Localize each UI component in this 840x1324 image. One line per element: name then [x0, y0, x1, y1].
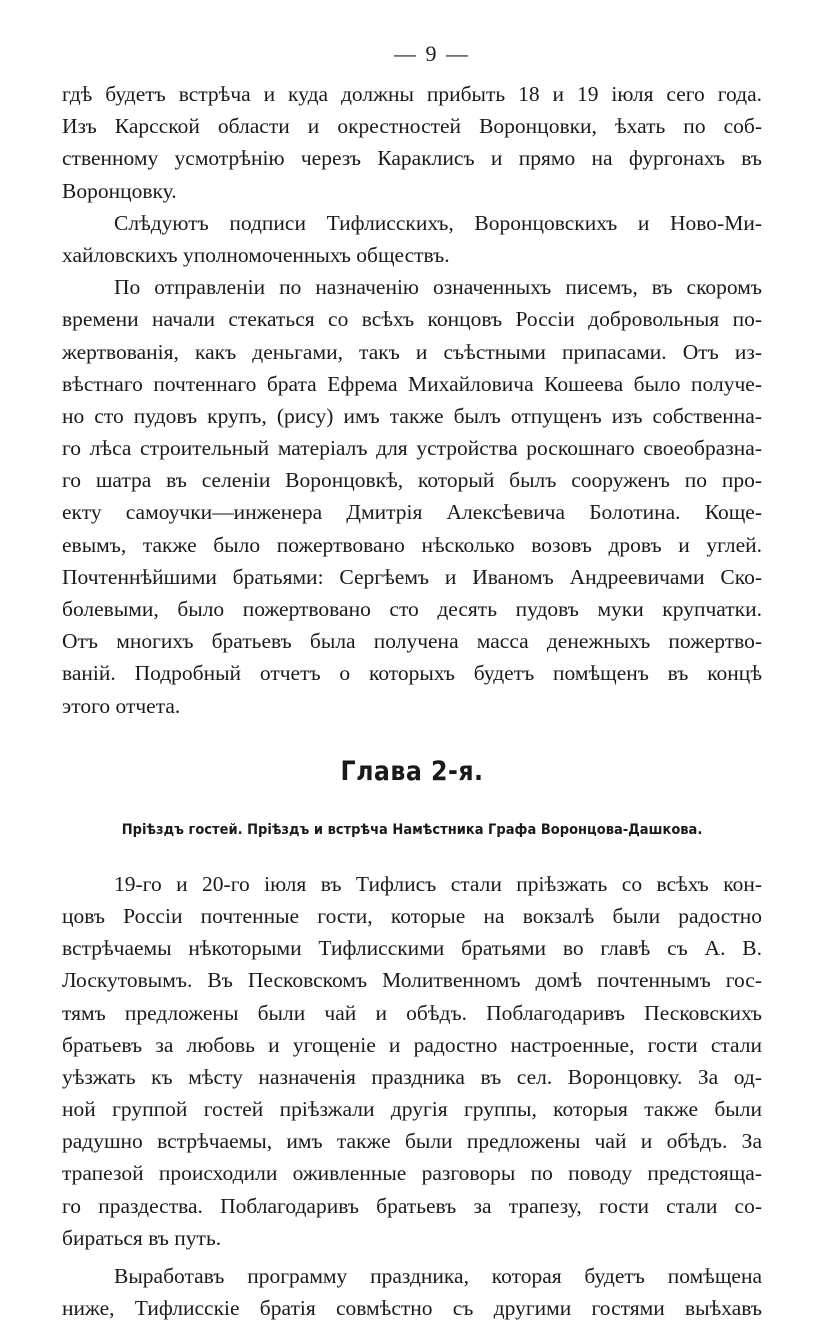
text-line: ной группой гостей пріѣзжали другія группы, которыя также были	[62, 1097, 762, 1122]
text-line: тямъ предложены были чай и обѣдъ. Поблагодаривъ Песковскихъ	[62, 1000, 762, 1025]
text-line: жертвованія, какъ деньгами, такъ и съѣстными припасами. Отъ из-	[62, 339, 762, 364]
text-line: встрѣчаемы нѣкоторыми Тифлисскими братьями во главѣ съ А. В.	[62, 936, 762, 961]
text-line: болевыми, было пожертвовано сто десять пудовъ муки крупчатки.	[62, 597, 762, 621]
text-line: Выработавъ программу праздника, которая будетъ помѣщена	[114, 1264, 762, 1288]
text-line: Воронцовку.	[62, 178, 177, 203]
chapter-subtitle: Пріѣздъ гостей. Пріѣздъ и встрѣча Намѣстника Графа Воронцова-Дашкова.	[121, 821, 703, 838]
page-number: — 9 —	[394, 41, 470, 66]
text-line: ниже, Тифлисскіе братія совмѣстно съ другими гостями выѣхавъ	[62, 1296, 762, 1321]
text-line: времени начали стекаться со всѣхъ концовъ Россіи добровольныя по-	[62, 307, 762, 332]
text-line: трапезой происходили оживленные разговоры по поводу предстояща-	[62, 1161, 762, 1186]
text-line: го шатра въ селеніи Воронцовкѣ, который былъ сооруженъ по про-	[62, 468, 762, 493]
text-line: Изъ Карсской области и окрестностей Воронцовки, ѣхать по соб-	[62, 114, 762, 139]
text-line: но сто пудовъ крупъ, (рису) имъ также былъ отпущенъ изъ собственна-	[62, 403, 762, 428]
text-line: Лоскутовымъ. Въ Песковскомъ Молитвенномъ домѣ почтеннымъ гос-	[62, 968, 762, 993]
text-line: радушно встрѣчаемы, имъ также были предложены чай и обѣдъ. За	[62, 1129, 762, 1154]
text-line: го лѣса строительный матеріалъ для устройства роскошнаго своеобразна-	[62, 436, 762, 461]
text-line: Отъ многихъ братьевъ была получена масса денежныхъ пожертво-	[62, 629, 762, 654]
chapter-title: Глава 2-я.	[340, 755, 484, 787]
paragraph-signatures	[62, 207, 762, 271]
text-line: братьевъ за любовь и угощеніе и радостно настроенные, гости стали	[62, 1032, 762, 1057]
text-line: вѣстнаго почтеннаго брата Ефрема Михайловича Кошеева было получе-	[62, 371, 762, 396]
text-line: уѣзжать къ мѣсту назначенія праздника въ сел. Воронцовку. За од-	[62, 1064, 762, 1089]
text-line: екту самоучки—инженера Дмитрія Алексѣевича Болотина. Кощe-	[62, 500, 762, 525]
text-line: 19-го и 20-го іюля въ Тифлисъ стали пріѣзжать со всѣхъ кон-	[114, 871, 762, 896]
paragraph-guests-arrival	[62, 868, 762, 1254]
text-line: цовъ Россіи почтенные гости, которые на вокзалѣ были радостно	[62, 903, 762, 928]
text-line: бираться въ путь.	[62, 1225, 222, 1250]
text-line: Слѣдуютъ подписи Тифлисскихъ, Воронцовскихъ и Ново-Ми-	[114, 210, 762, 235]
text-line: евымъ, также было пожертвовано нѣсколько возовъ дровъ и углей.	[62, 532, 762, 557]
paragraph-program	[62, 1260, 762, 1324]
text-line: ственному усмотрѣнію черезъ Караклисъ и прямо на фургонахъ въ	[62, 146, 762, 171]
paragraph-continuation	[62, 78, 762, 207]
text-line: Почтеннѣйшими братьями: Сергѣемъ и Иваномъ Андреевичами Ско-	[62, 564, 762, 589]
paragraph-donations	[62, 271, 762, 722]
text-line: гдѣ будетъ встрѣча и куда должны прибыть 18 и 19 іюля сего года.	[62, 82, 762, 106]
text-line: ваній. Подробный отчетъ о которыхъ будетъ помѣщенъ въ концѣ	[62, 661, 762, 686]
text-line: этого отчета.	[62, 693, 181, 718]
document-page	[62, 38, 762, 1324]
text-line: По отправленіи по назначенію означенныхъ писемъ, въ скоромъ	[114, 275, 762, 300]
text-line: го праздества. Поблагодаривъ братьевъ за трапезу, гости стали со-	[62, 1193, 762, 1218]
text-line: хайловскихъ уполномоченныхъ обществъ.	[62, 242, 450, 267]
